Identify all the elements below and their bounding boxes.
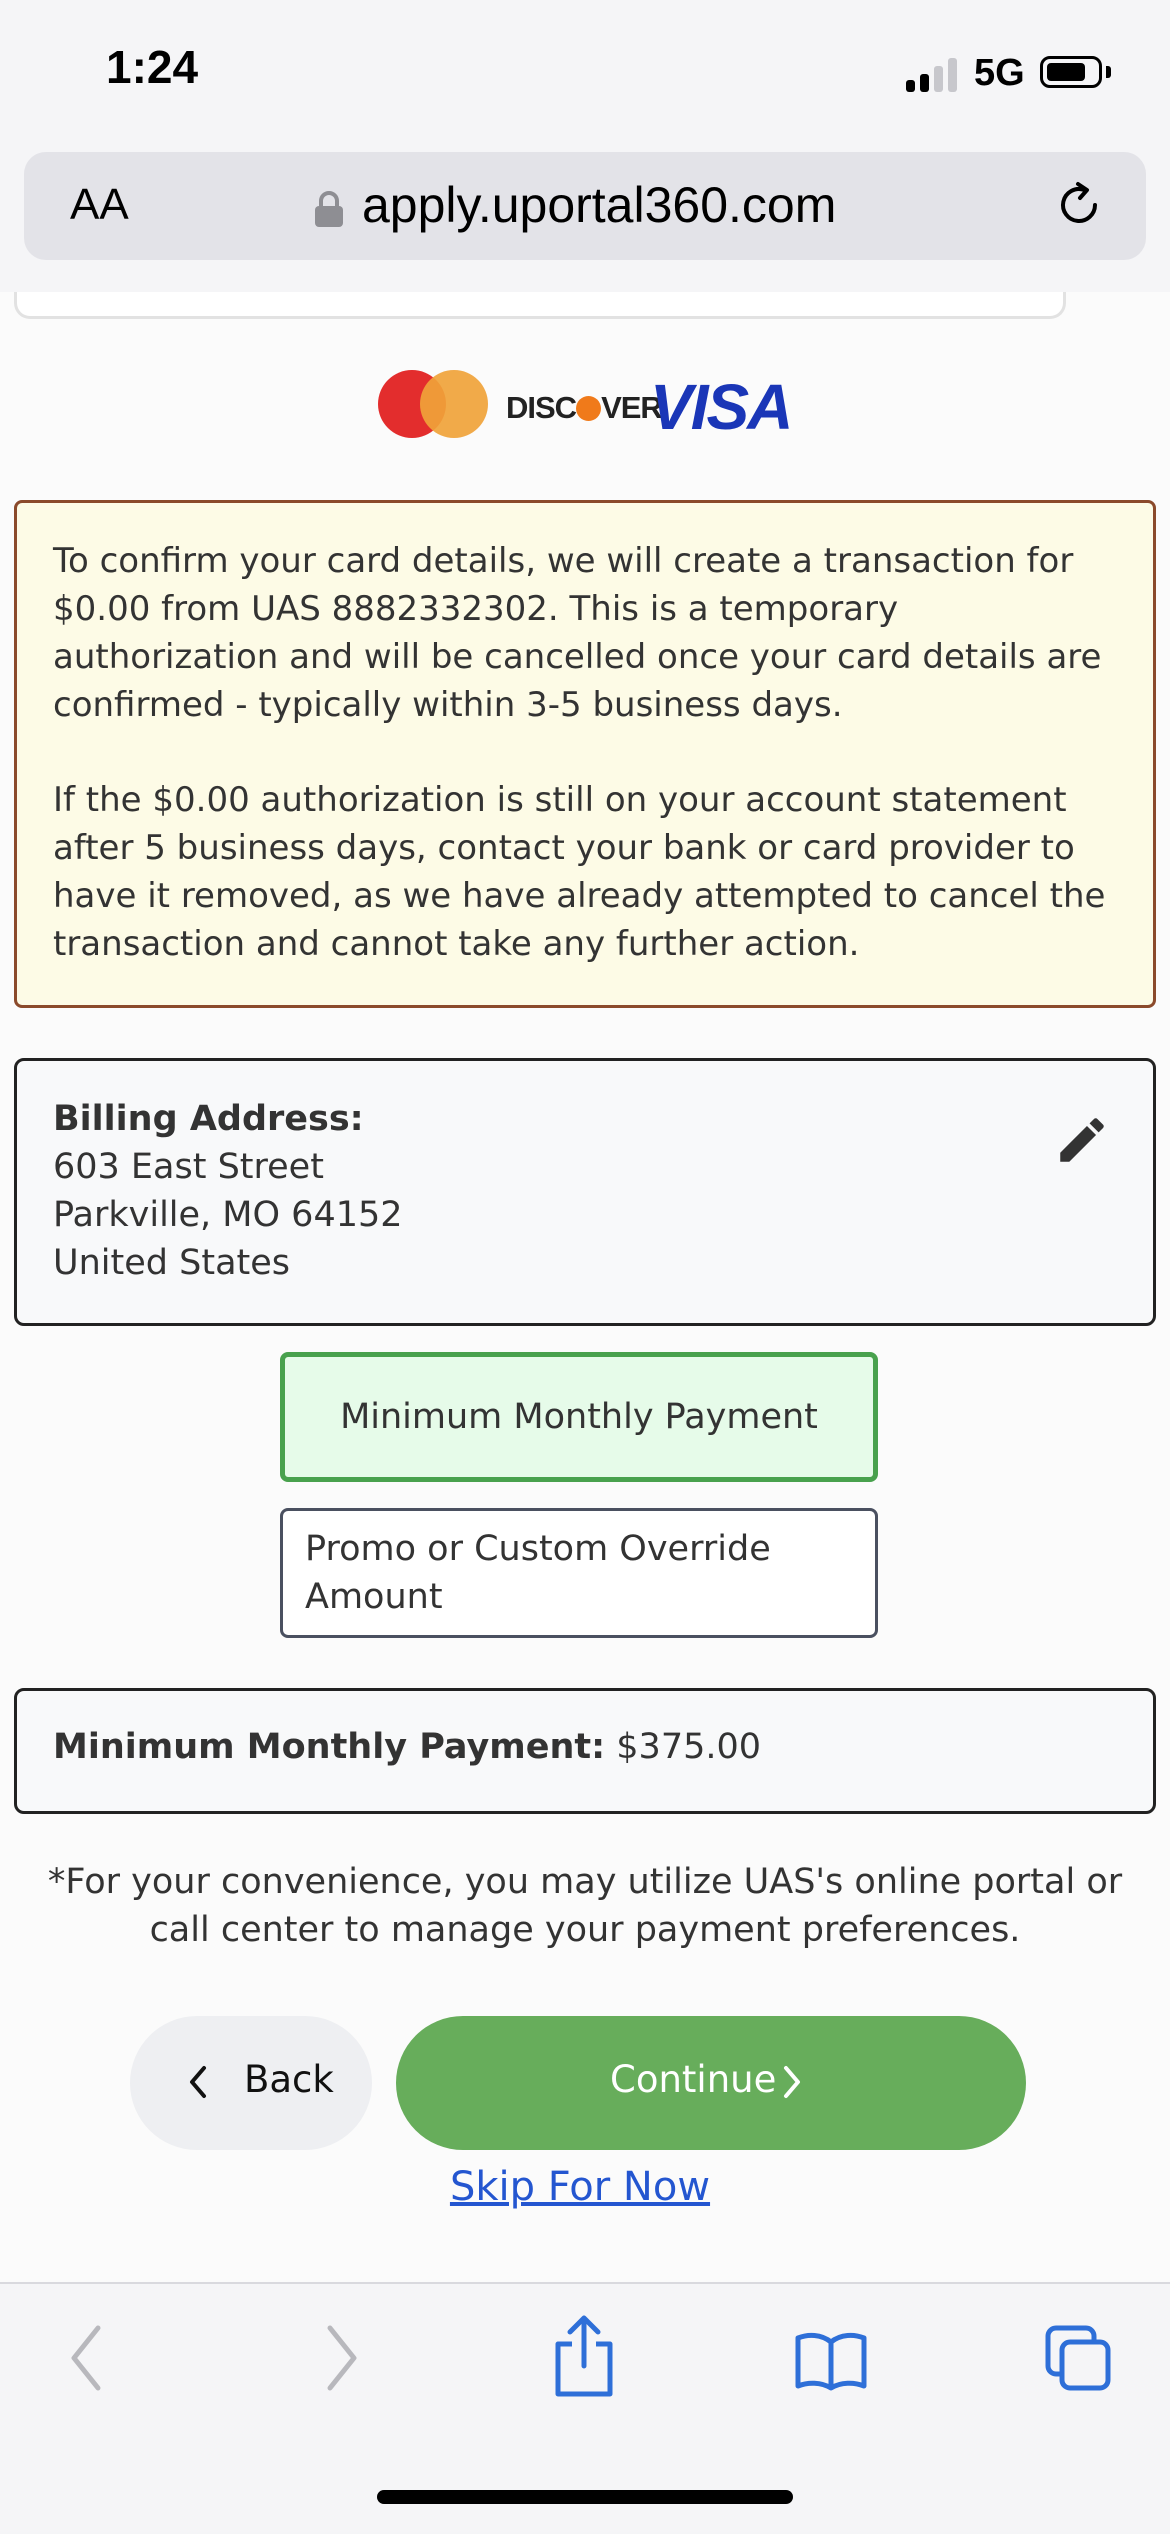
billing-country: United States [53, 1243, 291, 1283]
minimum-payment-option-label: Minimum Monthly Payment [340, 1397, 818, 1437]
skip-for-now-link[interactable]: Skip For Now [449, 2164, 711, 2210]
back-button-label: Back [244, 2058, 334, 2101]
discover-dot [576, 396, 601, 421]
lock-icon [314, 190, 344, 232]
text-size-button[interactable] [70, 180, 129, 230]
discover-logo [506, 390, 662, 426]
status-time: 1:24 [106, 41, 199, 93]
summary-label: Minimum Monthly Payment: [53, 1727, 606, 1767]
visa-logo: VISA [650, 371, 792, 443]
card-input-container [14, 292, 1066, 319]
discover-text-left: DISC [506, 390, 577, 425]
payment-summary [14, 1688, 1156, 1814]
share-icon[interactable] [550, 2314, 618, 2402]
page-content [0, 292, 1170, 2282]
chevron-left-icon [186, 2064, 210, 2109]
back-arrow-icon[interactable] [64, 2320, 112, 2400]
bookmarks-icon[interactable] [794, 2330, 868, 2396]
billing-address-card [14, 1058, 1156, 1326]
url-text[interactable]: apply.uportal360.com [362, 177, 837, 233]
pencil-icon[interactable] [1053, 1111, 1111, 1182]
notice-paragraph-2: If the $0.00 authorization is still on your account statement after 5 business days, contact your bank or card provider to have it removed, as we have already attempted to cancel the transaction and cannot take any further action. [53, 780, 1106, 964]
minimum-payment-option[interactable] [280, 1352, 878, 1482]
promo-override-option[interactable] [280, 1508, 878, 1638]
home-indicator [377, 2490, 793, 2504]
mastercard-logo-right [420, 370, 488, 438]
authorization-notice [14, 500, 1156, 1008]
text-size-label: AA [70, 180, 129, 229]
back-button[interactable] [130, 2016, 372, 2150]
network-type: 5G [974, 52, 1025, 94]
notice-paragraph-1: To confirm your card details, we will create a transaction for $0.00 from UAS 8882332302. This is a temporary authorization and will be cancelled once your card details are confirmed - typically within 3-5 business days. [53, 541, 1102, 725]
promo-override-option-label: Promo or Custom Override Amount [305, 1529, 771, 1617]
tabs-icon[interactable] [1044, 2324, 1114, 2398]
continue-button[interactable] [396, 2016, 1026, 2150]
billing-city: Parkville, MO 64152 [53, 1195, 403, 1235]
battery-icon [1040, 56, 1102, 88]
reload-icon[interactable] [1054, 180, 1104, 234]
continue-button-label: Continue [610, 2058, 777, 2101]
discover-text-right: VER [601, 390, 662, 425]
billing-street: 603 East Street [53, 1147, 324, 1187]
battery-tip [1106, 66, 1111, 78]
chevron-right-icon [780, 2064, 804, 2109]
signal-icon [906, 56, 960, 92]
forward-arrow-icon[interactable] [316, 2320, 364, 2400]
billing-label: Billing Address: [53, 1099, 364, 1139]
summary-amount: $375.00 [616, 1727, 762, 1767]
disclaimer-text: *For your convenience, you may utilize UAS's online portal or call center to manage your payment preferences. [47, 1862, 1123, 1950]
